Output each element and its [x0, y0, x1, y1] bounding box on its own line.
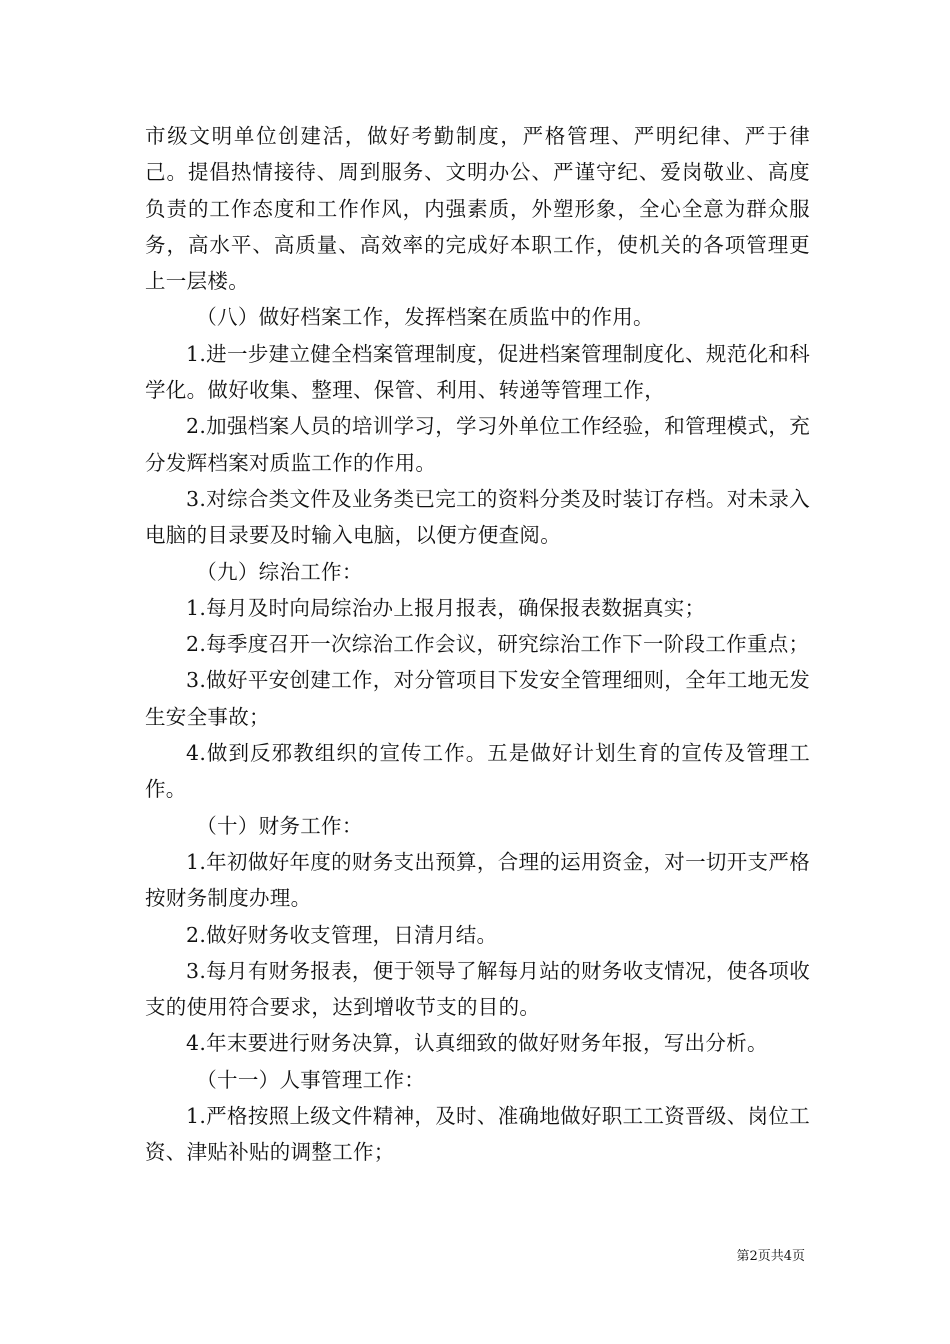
body-paragraph: 1.每月及时向局综治办上报月报表，确保报表数据真实； — [186, 595, 706, 620]
page-number: 第2页共4页 — [736, 1249, 805, 1264]
section-heading: （十）财务工作： — [196, 813, 363, 838]
body-paragraph: 4.年末要进行财务决算，认真细致的做好财务年报，写出分析。 — [186, 1031, 768, 1056]
body-paragraph: 2.做好财务收支管理，日清月结。 — [186, 922, 498, 947]
body-paragraph: 2.加强档案人员的培训学习，学习外单位工作经验，和管理模式，充分发辉档案对质监工作的作用。 — [145, 414, 810, 475]
section-heading: （十一）人事管理工作： — [196, 1067, 426, 1092]
body-paragraph: 1.严格按照上级文件精神，及时、准确地做好职工工资晋级、岗位工资、津贴补贴的调整工作； — [145, 1104, 810, 1165]
body-paragraph: 市级文明单位创建活，做好考勤制度，严格管理、严明纪律、严于律己。提倡热情接待、周到服务、文明办公、严谨守纪、爱岗敬业、高度负责的工作态度和工作作风，内强素质，外塑形象，全心全意为群众服务，高水平、高质量、高效率的完成好本职工作，使机关的各项管理更上一层楼。 — [145, 124, 810, 294]
document-body — [145, 118, 810, 1171]
section-heading: （八）做好档案工作，发挥档案在质监中的作用。 — [196, 305, 654, 330]
body-paragraph: 1.年初做好年度的财务支出预算，合理的运用资金，对一切开支严格按财务制度办理。 — [145, 849, 810, 911]
body-paragraph: 4.做到反邪教组织的宣传工作。五是做好计划生育的宣传及管理工作。 — [145, 741, 810, 802]
body-paragraph: 2.每季度召开一次综治工作会议，研究综治工作下一阶段工作重点； — [186, 632, 810, 657]
body-paragraph: 3.对综合类文件及业务类已完工的资料分类及时装订存档。对未录入电脑的目录要及时输入电脑，以便方便查阅。 — [145, 486, 810, 548]
body-paragraph: 3.每月有财务报表，便于领导了解每月站的财务收支情况，使各项收支的使用符合要求，达到增收节支的目的。 — [145, 958, 810, 1020]
section-heading: （九）综治工作： — [196, 559, 363, 584]
body-paragraph: 3.做好平安创建工作，对分管项目下发安全管理细则，全年工地无发生安全事故； — [145, 668, 810, 729]
body-paragraph: 1.进一步建立健全档案管理制度，促进档案管理制度化、规范化和科学化。做好收集、整理、保管、利用、转递等管理工作， — [145, 341, 810, 403]
